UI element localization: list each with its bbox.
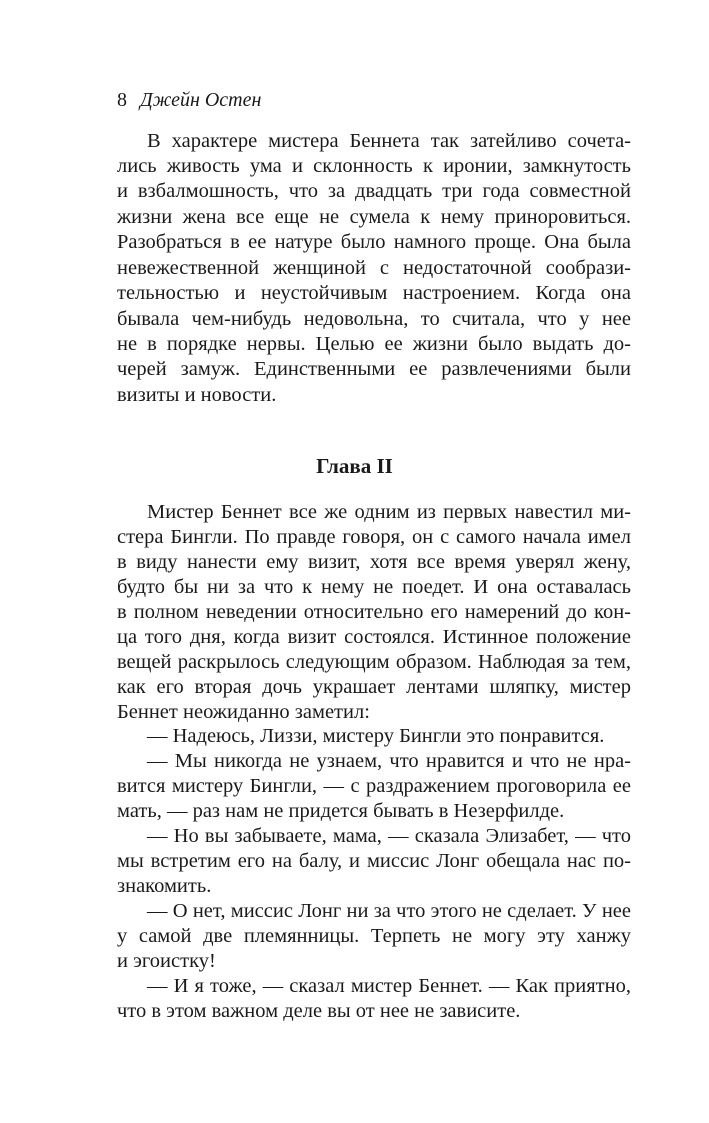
text-line: мать, — раз нам не придется бывать в Незерфилде. xyxy=(117,800,565,822)
text-line: — Мы никогда не узнаем, что нравится и что не нра- xyxy=(147,750,631,772)
text-line: вится мистеру Бингли, — с раздражением проговорила ее xyxy=(117,775,631,797)
text-line: В характере мистера Беннета так затейливо сочета- xyxy=(147,130,631,152)
text-line: визиты и новости. xyxy=(117,384,277,406)
text-line: черей замуж. Единственными ее развлечениями были xyxy=(117,358,631,380)
page-number: 8 xyxy=(117,89,127,111)
text-line: Беннет неожиданно заметил: xyxy=(117,701,370,723)
text-line: — О нет, миссис Лонг ни за что этого не сделает. У нее xyxy=(147,900,631,922)
text-line: в полном неведении относительно его намерений до кон- xyxy=(117,601,631,623)
text-line: лись живость ума и склонность к иронии, замкнутость xyxy=(117,155,631,177)
text-line: Мистер Беннет все же одним из первых навестил ми- xyxy=(147,501,631,523)
text-line: Разобраться в ее натуре было намного проще. Она была xyxy=(117,231,631,253)
running-head xyxy=(117,86,261,114)
text-line: тельностью и неустойчивым настроением. Когда она xyxy=(117,282,631,304)
text-line: — Но вы забываете, мама, — сказала Элизабет, — что xyxy=(147,825,631,847)
text-line: невежественной женщиной с недостаточной сообрази- xyxy=(117,257,631,279)
text-line: — Надеюсь, Лиззи, мистеру Бингли это понравится. xyxy=(147,725,605,747)
text-line: жизни жена все еще не сумела к нему приноровиться. xyxy=(117,206,631,228)
text-line: будто бы ни за что к нему не поедет. И она оставалась xyxy=(117,576,631,598)
text-line: мы встретим его на балу, и миссис Лонг обещала нас по- xyxy=(117,850,631,872)
text-line: и эгоистку! xyxy=(117,950,216,972)
chapter-title: Глава II xyxy=(316,454,393,478)
text-line: как его вторая дочь украшает лентами шляпку, мистер xyxy=(117,676,631,698)
text-line: знакомить. xyxy=(117,875,212,897)
text-line: вещей раскрылось следующим образом. Наблюдая за тем, xyxy=(117,651,631,673)
author-name: Джейн Остен xyxy=(140,89,262,111)
text-line: не в порядке нервы. Целью ее жизни было выдать до- xyxy=(117,333,631,355)
text-line: бывала чем-нибудь недовольна, то считала, что у нее xyxy=(117,308,631,330)
text-line: — И я тоже, — сказал мистер Беннет. — Как приятно, xyxy=(147,975,631,997)
text-line: что в этом важном деле вы от нее не зависите. xyxy=(117,1000,521,1022)
text-line: ца того дня, когда визит состоялся. Истинное положение xyxy=(117,626,631,648)
text-line: в виду нанести ему визит, хотя все время уверял жену, xyxy=(117,551,631,573)
text-line: и взбалмошность, что за двадцать три года совместной xyxy=(117,180,631,202)
text-line: стера Бингли. По правде говоря, он с самого начала имел xyxy=(117,526,631,548)
text-line: у самой две племянницы. Терпеть не могу эту ханжу xyxy=(117,925,631,947)
